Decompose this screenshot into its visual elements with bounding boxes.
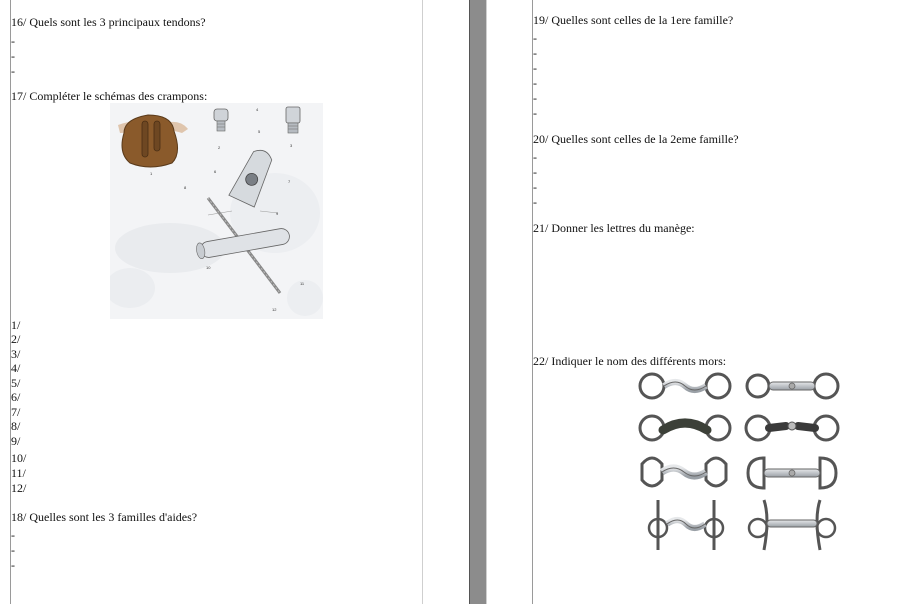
answer-dash: - [533,195,537,209]
list-number: 5/ [11,376,21,390]
answer-dash: - [533,150,537,164]
diagram-label-6: 6 [214,169,217,174]
crampons-diagram [110,103,323,319]
answer-dash: - [533,46,537,60]
answer-dash: - [11,558,15,572]
diagram-label-5: 5 [258,129,261,134]
bit-loose-ring-icon [640,374,730,398]
diagram-label-9: 9 [276,211,279,216]
bit-full-cheek-icon [649,500,723,550]
answer-dash: - [533,61,537,75]
bit-jointed-icon [746,416,838,440]
answer-dash: - [11,543,15,557]
gutter-bar [470,0,486,604]
diagram-label-11: 11 [300,281,305,286]
answer-dash: - [533,91,537,105]
answer-dash: - [11,64,15,78]
list-number: 4/ [11,361,21,375]
answer-dash: - [11,528,15,542]
bit-rubber-icon [640,416,730,440]
question-20: 20/ Quelles sont celles de la 2eme famille? [533,132,739,146]
question-17: 17/ Compléter le schémas des crampons: [11,89,208,103]
question-18: 18/ Quelles sont les 3 familles d'aides? [11,510,198,524]
list-number: 3/ [11,347,21,361]
crampon-stud-icon [286,107,300,133]
answer-dash: - [533,76,537,90]
diagram-label-8: 8 [184,185,187,190]
list-number: 6/ [11,390,21,404]
list-number: 2/ [11,332,21,346]
question-19: 19/ Quelles sont celles de la 1ere famille? [533,13,734,27]
answer-dash: - [533,180,537,194]
diagram-label-12: 12 [272,307,277,312]
crampon-pad-icon [118,115,188,167]
question-22: 22/ Indiquer le nom des différents mors: [533,354,727,368]
crampon-stud-icon [214,109,228,131]
diagram-label-3: 3 [290,143,293,148]
list-number: 11/ [11,466,26,480]
diagram-label-1: 1 [150,171,153,176]
answer-dash: - [11,34,15,48]
answer-dash: - [11,49,15,63]
list-number: 7/ [11,405,21,419]
list-number: 12/ [11,481,27,495]
question-16: 16/ Quels sont les 3 principaux tendons? [11,15,206,29]
list-number: 9/ [11,434,21,448]
list-number: 1/ [11,318,21,332]
answer-dash: - [533,106,537,120]
list-number: 8/ [11,419,21,433]
horse-bits-image [636,368,842,558]
diagram-label-4: 4 [256,107,259,112]
bit-d-ring-icon [748,458,836,488]
list-number: 10/ [11,451,27,465]
question-21: 21/ Donner les lettres du manège: [533,221,695,235]
diagram-label-7: 7 [288,179,291,184]
answer-dash: - [533,165,537,179]
bit-eggbutt-icon [642,458,726,486]
answer-dash: - [533,31,537,45]
bit-snaffle-icon [747,374,838,398]
bit-fulmer-icon [749,500,835,550]
diagram-label-10: 10 [206,265,211,270]
diagram-label-2: 2 [218,145,221,150]
